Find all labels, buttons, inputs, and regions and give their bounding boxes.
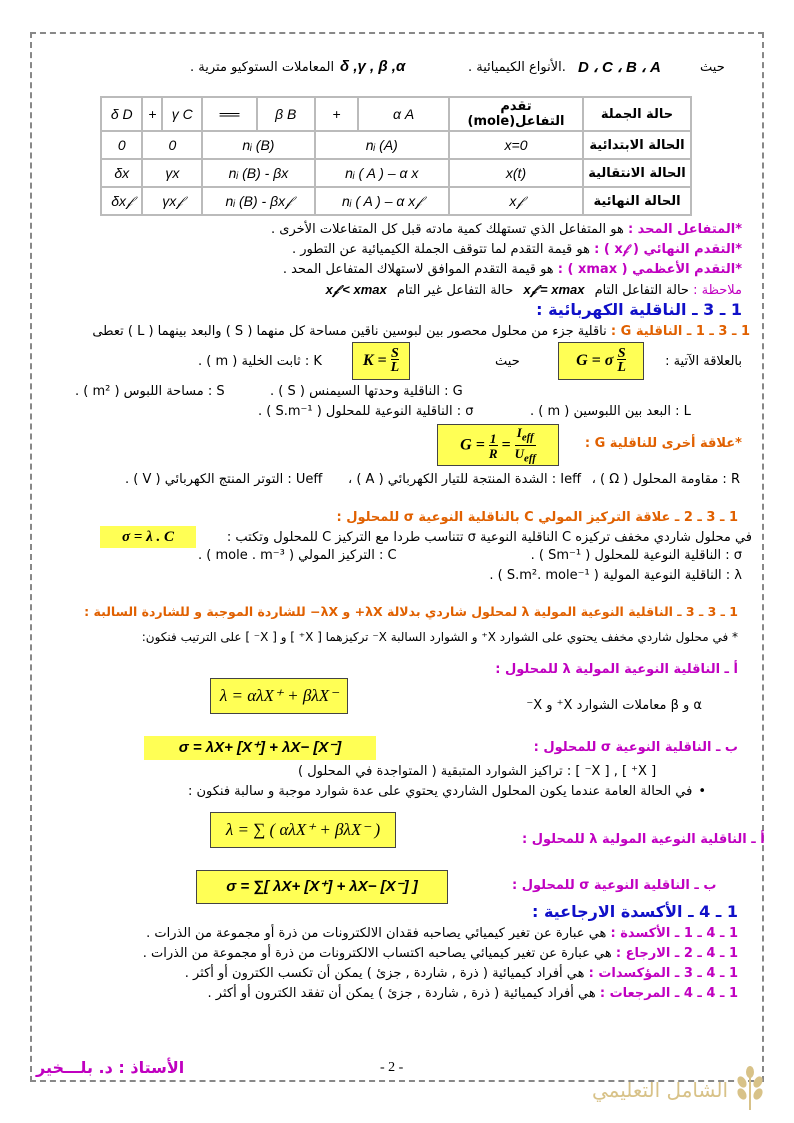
header-state: حالة الجملة <box>583 97 691 131</box>
g-label: 1 ـ 3 ـ 1 ـ الناقلية G : <box>610 324 750 339</box>
cell-state: الحالة الانتقالية <box>583 159 691 187</box>
s33-a2-label: أ ـ الناقلية النوعية المولية λ للمحلول : <box>522 832 765 847</box>
s4-item <box>208 986 738 1001</box>
cell-state: الحالة النهائية <box>583 187 691 215</box>
def-final <box>292 242 742 257</box>
cell-b: nᵢ (B) - βx <box>202 159 314 187</box>
table-row <box>101 187 691 215</box>
s4-item-label: 1 ـ 4 ـ 4 ـ المرجعات : <box>599 986 738 1001</box>
page-number: - 2 - <box>380 1060 404 1075</box>
def-max-text: هو قيمة التقدم الموافق لاستهلاك المتفاعل المحد . <box>282 262 554 277</box>
other-relation-label: *علاقة أخرى للناقلية G : <box>584 436 742 451</box>
s33-coef-text: α و β معاملات الشوارد X⁺ و X⁻ <box>526 698 702 713</box>
l-def: L : البعد بين اللبوسين ( m ) . <box>530 404 691 419</box>
def-final-text: هو قيمة التقدم لما تتوقف الجملة الكيميائية عن التطور . <box>291 242 590 257</box>
logo-text: الشامل التعليمي <box>591 1078 728 1102</box>
s33-b2-label: ب ـ الناقلية النوعية σ للمحلول : <box>512 878 717 893</box>
s4-item-label: 1 ـ 4 ـ 1 ـ الأكسدة : <box>610 926 738 941</box>
def-final-label: *التقدم النهائي ( x𝒻 ) : <box>594 242 742 257</box>
s32-c-def: C : التركيز المولي ( mole . m⁻³ ) . <box>198 548 397 563</box>
formula-g-sigma: G = σ S L <box>558 342 644 380</box>
s32-title: 1 ـ 3 ـ 2 ـ علاقة التركيز المولي C بالناقلية النوعية σ للمحلول : <box>336 510 738 525</box>
s32-lambda-def: λ : الناقلية النوعية المولية ( S.m². mole⁻¹ ) . <box>489 568 742 583</box>
formula-k: K = S L <box>352 342 410 380</box>
def-limiting-text: هو المتفاعل الذي تستهلك كمية مادته قبل كل المتفاعلات الأخرى . <box>271 222 624 237</box>
cell-b: nᵢ (B) <box>202 131 314 159</box>
r-def: R : مقاومة المحلول ( Ω ) ، <box>591 472 740 487</box>
cell-x: x=0 <box>449 131 583 159</box>
k-def: K : ثابت الخلية ( m ) . <box>198 354 322 369</box>
def-limiting <box>271 222 742 237</box>
def-note-eq1: x𝒻 = xmax <box>523 282 585 297</box>
header-b: β B <box>257 97 315 131</box>
def-max <box>283 262 742 277</box>
s4-item <box>146 926 738 941</box>
intro-where: حيث <box>700 60 725 75</box>
author: الأستاذ : د. بلـــخير <box>36 1058 185 1077</box>
s33-a-label: أ ـ الناقلية النوعية المولية λ للمحلول : <box>495 662 738 677</box>
s4-item-label: 1 ـ 4 ـ 3 ـ المؤكسدات : <box>588 966 738 981</box>
s33-b-label: ب ـ الناقلية النوعية σ للمحلول : <box>533 740 738 755</box>
intro-species: .الأنواع الكيميائية . <box>468 60 566 75</box>
table-row <box>101 159 691 187</box>
s4-item-text: هي أفراد كيميائية ( ذرة , شاردة , جزئ ) يمكن أن تفقد الكترون أو أكثر . <box>207 986 596 1001</box>
relation-label: بالعلاقة الآتية : <box>665 354 742 369</box>
table-row <box>101 131 691 159</box>
header-eq: ══ <box>202 97 257 131</box>
cell-a: nᵢ ( A ) – α x𝒻 <box>315 187 449 215</box>
section-title: 1 ـ 3 ـ الناقلية الكهربائية : <box>536 300 742 319</box>
formula-sigma: σ = λX+ [X⁺] + λX− [X⁻] <box>144 736 376 760</box>
cell-x: x𝒻 <box>449 187 583 215</box>
formula-sigma-lambda-c: σ = λ . C <box>100 526 196 548</box>
s32-text: في محلول شاردي مخفف تركيزه C الناقلية النوعية σ تتناسب طردا مع التركيز C للمحلول وتكتب : <box>226 530 752 545</box>
s4-item-text: هي عبارة عن تغير كيميائي يصاحبه اكتساب الالكترونات من ذرة أو مجموعة من الذرات . <box>142 946 612 961</box>
intro-species-vars: D ، C ، B ، A <box>578 59 661 76</box>
formula-lambda-sum: λ = ∑ ( αλX⁺ + βλX⁻ ) <box>210 812 396 848</box>
def-note <box>320 282 742 298</box>
def-note-text1: حالة التفاعل التام <box>594 283 689 298</box>
cell-d: 0 <box>101 131 142 159</box>
cell-d: δx <box>101 159 142 187</box>
cell-d: δx𝒻 <box>101 187 142 215</box>
def-max-label: *التقدم الأعظمي ( xmax ) : <box>557 262 742 277</box>
where-label: حيث <box>495 354 520 369</box>
cell-x: x(t) <box>449 159 583 187</box>
def-note-label: ملاحظة : <box>693 283 742 298</box>
s33-general: • في الحالة العامة عندما يكون المحلول الشاردي يحتوي على عدة شوارد موجبة و سالبة فنكون : <box>188 784 706 799</box>
header-c: γ C <box>162 97 202 131</box>
header-progress: تقدم التفاعل(mole) <box>449 97 583 131</box>
header-plus2: + <box>142 97 162 131</box>
wheat-icon <box>730 1066 770 1112</box>
header-a: α A <box>358 97 449 131</box>
def-note-eq2: x𝒻 < xmax <box>325 282 387 297</box>
g-text: ناقلية جزء من محلول محصور بين لبوسين ناقين مساحة كل منهما ( S ) والبعد بينهما ( L ) تعطى <box>92 324 607 339</box>
sigma-def: σ : الناقلية النوعية للمحلول ( S.m⁻¹ ) . <box>258 404 474 419</box>
cell-c: γx𝒻 <box>142 187 202 215</box>
s32-sigma-def: σ : الناقلية النوعية للمحلول ( Sm⁻¹ ) . <box>530 548 742 563</box>
def-limiting-label: *المتفاعل المحد : <box>627 222 742 237</box>
intro-coeffs: المعاملات الستوكيو مترية . <box>190 60 335 75</box>
intro-coeffs-vars: δ ,γ , β ,α <box>340 58 406 75</box>
cell-a: nᵢ (A) <box>315 131 449 159</box>
def-note-text2: حالة التفاعل غير التام <box>396 283 514 298</box>
s4-item-label: 1 ـ 4 ـ 2 ـ الارجاع : <box>615 946 738 961</box>
g-paragraph <box>50 324 750 339</box>
cell-b: nᵢ (B) - βx𝒻 <box>202 187 314 215</box>
cell-state: الحالة الابتدائية <box>583 131 691 159</box>
table-header-row <box>101 97 691 131</box>
i-def: Ieff : الشدة المنتجة للتيار الكهربائي ( A ) ، <box>348 472 582 487</box>
s33-conc-text: [ X⁺ ] , [ X⁻ ] : تراكيز الشوارد المتبقية ( المتواجدة في المحلول ) <box>298 764 657 779</box>
progress-table <box>100 96 692 216</box>
s4-item-text: هي عبارة عن تغير كيميائي يصاحبه فقدان الالكترونات من ذرة أو مجموعة من الذرات . <box>146 926 607 941</box>
s4-item <box>185 966 738 981</box>
cell-c: 0 <box>142 131 202 159</box>
cell-a: nᵢ ( A ) – α x <box>315 159 449 187</box>
s4-item <box>143 946 738 961</box>
formula-lambda: λ = αλX⁺ + βλX⁻ <box>210 678 348 714</box>
formula-sigma-sum: σ = ∑[ λX+ [X⁺] + λX− [X⁻] ] <box>196 870 448 904</box>
formula-g-r: G = 1 $R = I_{eff}$ $U_{eff}$ <box>437 424 559 466</box>
header-d: δ D <box>101 97 142 131</box>
s-def: S : مساحة اللبوس ( m² ) . <box>75 384 225 399</box>
g-def: G : الناقلية وحدتها السيمنس ( S ) . <box>270 384 463 399</box>
s33-title: 1 ـ 3 ـ 3 ـ الناقلية النوعية المولية λ لمحلول شاردي بدلالة λX+ و λX− للشاردة الموجبة و للشاردة السالبة : <box>84 604 738 619</box>
cell-c: γx <box>142 159 202 187</box>
u-def: Ueff : التوتر المنتج الكهربائي ( V ) . <box>125 472 323 487</box>
header-plus1: + <box>315 97 359 131</box>
logo <box>591 1066 770 1112</box>
s33-text: * في محلول شاردي مخفف يحتوي على الشوارد X⁺ و الشوارد السالبة X⁻ تركيزهما [ X⁺ ] و [ X⁻ ] على الترتيب فنكون: <box>141 630 738 644</box>
s4-title: 1 ـ 4 ـ الأكسدة الارجاعية : <box>531 902 738 921</box>
s4-item-text: هي أفراد كيميائية ( ذرة , شاردة , جزئ ) يمكن أن تكسب الكترون أو أكثر . <box>184 966 585 981</box>
